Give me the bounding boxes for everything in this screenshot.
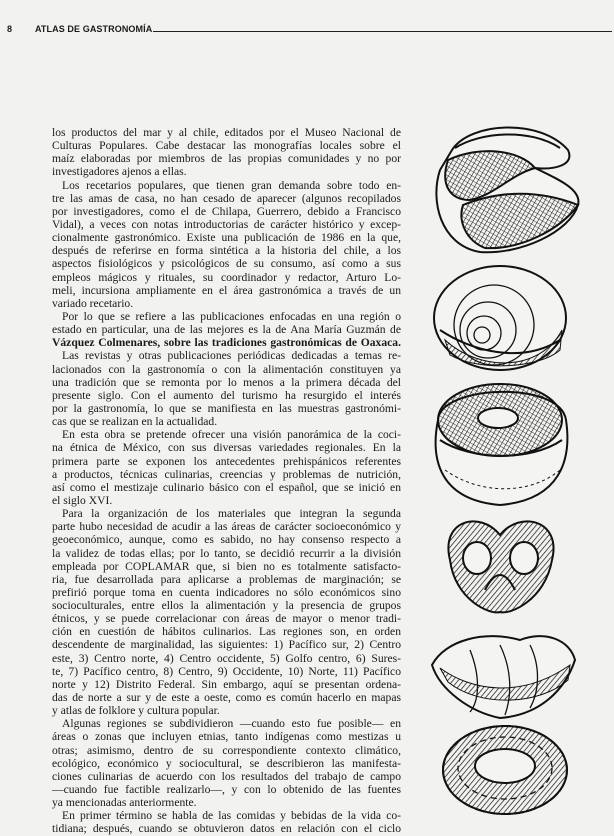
text-line: investigadores ajenos a ellas. [52, 165, 187, 179]
text-line: la validez de todas ellas; por lo tanto, se decidió recurrir a la división [52, 546, 401, 560]
text-line: —cuando fue factible realizarlo—, y con lo obtenido de las fuentes [52, 783, 401, 797]
text-line: a productos, técnicas culinarias, creencias y problemas de nutrición, [52, 467, 401, 481]
body-text [52, 126, 401, 836]
text-line: y atlas de folklore y cultura popular. [52, 704, 220, 718]
text-line: áreas o zonas que incluyen etnias, tanto indígenas como mestizas u [52, 730, 401, 744]
text-line: parte hubo necesidad de acudir a las áreas de carácter socioeconómico y [52, 520, 401, 534]
text-line: norte y 12) Distrito Federal. Sin embargo, aquí se presentan ordena- [52, 677, 401, 691]
text-line: tidiana; después, cuando se obtuvieron datos en relación con el ciclo [52, 822, 401, 836]
book-title: ATLAS DE GASTRONOMÍA [35, 24, 153, 34]
text-line: Algunas regiones se subdividieron —cuando esto fue posible— en [62, 717, 401, 731]
text-line: Las revistas y otras publicaciones periódicas dedicadas a temas re- [62, 349, 401, 363]
text-line: te, 7) Pacífico centro, 8) Centro, 9) Occidente, 10) Norte, 11) Pacífico [52, 664, 401, 678]
bread-illustrations [415, 118, 610, 823]
pretzel-illustration [448, 521, 553, 612]
text-line: ya mencionadas anteriormente. [52, 796, 197, 810]
text-line: este, 3) Centro norte, 4) Centro occidente, 5) Golfo centro, 6) Sures- [52, 651, 401, 665]
text-line: cionalmente gastronómico. Existe una publicación de 1986 en la que, [52, 231, 401, 245]
text-line: En esta obra se pretende ofrecer una visión panorámica de la coci- [62, 428, 401, 442]
text-line: otras; asimismo, dentro de su correspondiente contexto climático, [52, 743, 401, 757]
text-line: socioculturales, entre ellos la alimentación y la presencia de grupos [52, 599, 401, 613]
concha-illustration [434, 266, 566, 370]
text-line: variado recetario. [52, 296, 134, 310]
text-line: meli, incursiona ampliamente en el área gastronómica a través de un [52, 283, 401, 297]
text-line: empleos mágicos y rituales, su coordinador y redactor, Arturo Lo- [52, 270, 401, 284]
text-line: geoeconómico, aunque, como es sabido, no hay consenso respecto a [52, 533, 401, 547]
text-line: ecológico, económico y sociocultural, se describieron las manifesta- [52, 756, 401, 770]
page-number: 8 [7, 24, 13, 34]
text-line: Los recetarios populares, que tienen gran demanda sobre todo en- [62, 178, 401, 192]
text-line: Por lo que se refiere a las publicaciones enfocadas en una región o [62, 309, 401, 323]
text-line: el siglo XVI. [52, 493, 113, 507]
text-line: Culturas Populares. Cabe destacar las monografías locales sobre el [52, 139, 401, 153]
text-line: primera parte se exponen los antecedentes prehispánicos referentes [52, 454, 401, 468]
text-line: por investigadores, como el de Chilapa, Guerrero, debido a Francisco [52, 204, 401, 218]
text-line: después de referirse en forma sintética a la historia del chile, a los [52, 244, 401, 258]
text-line: Vidal), a veces con notas introductorias de carácter histórico y excep- [52, 217, 401, 231]
text-line: na étnica de México, con sus diversas variedades regionales. En la [52, 441, 401, 455]
text-line: así como el mestizaje culinario básico con el español, que se inició en [52, 480, 401, 494]
rosca-illustration [443, 726, 567, 814]
text-line: En primer término se habla de las comidas y bebidas de la vida co- [62, 809, 401, 823]
text-line: empleada por COPLAMAR que, si bien no es totalmente satisfacto- [52, 559, 401, 573]
text-line: Para la organización de los materiales que integran la segunda [62, 507, 401, 521]
text-line: ción en cuestión de hábitos culinarios. Las regiones son, en orden [52, 625, 401, 639]
text-line: tre las amas de casa, no han cesado de aparecer (algunos recopilados [52, 191, 401, 205]
text-line: ciones culinarias de acuerdo con los resultados del trabajo de campo [52, 769, 401, 783]
bun-illustration [436, 384, 568, 505]
text-line: estado en particular, una de las mejores es la de Ana María Guzmán de [52, 323, 401, 337]
text-line: los productos del mar y al chile, editados por el Museo Nacional de [52, 126, 401, 139]
text-line: cas que se realizan en la actualidad. [52, 415, 218, 429]
text-line: aspectos fisiológicos y psicológicos de su consumo, así como a sus [52, 257, 401, 271]
text-line: prefirió porque toma en cuenta indicadores no sólo económicos sino [52, 585, 401, 599]
header-rule [153, 31, 612, 32]
text-line: étnicos, y se puede correlacionar con áreas de mayor o menor tradi- [52, 612, 401, 626]
text-line: Vázquez Colmenares, sobre las tradiciones gastronómicas de Oaxaca. [52, 336, 401, 350]
text-line: presente siglo. Con el aumento del turismo ha resurgido el interés [52, 388, 401, 402]
text-line: ria, fue desarrollada para aplicarse a problemas de marginación; se [52, 572, 401, 586]
cuerno-illustration [432, 636, 575, 718]
running-header [7, 20, 612, 34]
text-line: una tradición que se remonta por lo menos a la primera década del [52, 375, 401, 389]
text-line: por la gastronomía, lo que se manifiesta en las muestras gastronómi- [52, 401, 401, 415]
text-line: das de norte a sur y de este a oeste, como es común hacerlo en mapas [52, 691, 401, 705]
text-line: lacionados con la gastronomía o con la alimentación constituyen ya [52, 362, 401, 376]
text-line: descendente de marginalidad, las siguientes: 1) Pacífico sur, 2) Centro [52, 638, 401, 652]
croissant-illustration [436, 127, 578, 252]
text-line: maíz elaboradas por miembros de las propias comunidades y no por [52, 152, 401, 166]
